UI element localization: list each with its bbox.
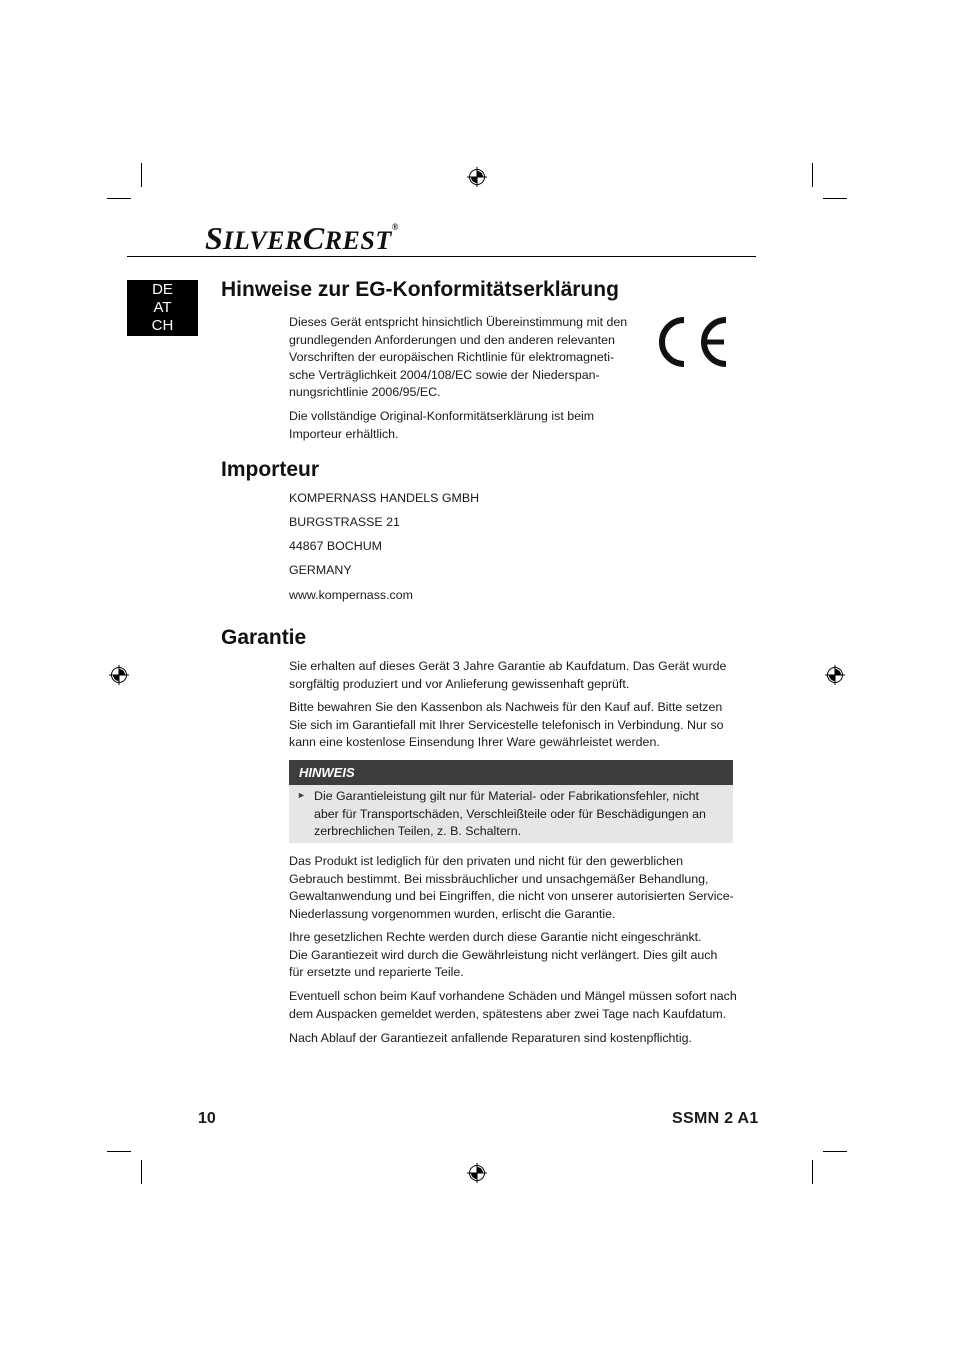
crop-mark	[141, 163, 142, 187]
registration-mark-icon	[109, 665, 129, 685]
warranty-text: sorgfältig produziert und vor Anlieferung gewissenhaft geprüft.	[289, 676, 630, 691]
warranty-text: Gebrauch bestimmt. Bei missbräuchlicher und unsachgemäßer Behandlung,	[289, 871, 709, 886]
note-text: aber für Transportschäden, Verschleißteile oder für Beschädigungen an	[314, 806, 706, 821]
crop-mark	[812, 1160, 813, 1184]
warranty-text: Niederlassung vorgenommen wurden, erlischt die Garantie.	[289, 906, 616, 921]
importer-website: www.kompernass.com	[289, 588, 413, 602]
warranty-text: Nach Ablauf der Garantiezeit anfallende Reparaturen sind kostenpflichtig.	[289, 1031, 692, 1045]
conformity-line: sche Verträglichkeit 2004/108/EC sowie der Niederspan-	[289, 367, 600, 382]
language-tab	[127, 280, 198, 336]
registration-mark-icon	[825, 665, 845, 685]
model-number: SSMN 2 A1	[672, 1110, 759, 1127]
warranty-text: Gewaltanwendung und bei Eingriffen, die nicht von unserer autorisierten Service-	[289, 889, 734, 903]
crop-mark	[141, 1160, 142, 1184]
warranty-text: Ihre gesetzlichen Rechte werden durch diese Garantie nicht eingeschränkt.	[289, 930, 702, 944]
warranty-text: Das Produkt ist lediglich für den privaten und nicht für den gewerblichen	[289, 854, 683, 868]
note-text: Die Garantieleistung gilt nur für Material- oder Fabrikationsfehler, nicht	[314, 789, 699, 803]
note-header: HINWEIS	[289, 760, 733, 785]
language-code-ch: CH	[151, 317, 174, 334]
warranty-text: Die Garantiezeit wird durch die Gewährleistung nicht verlängert. Dies gilt auch	[289, 947, 718, 962]
crop-mark	[812, 163, 813, 187]
warranty-text: Sie erhalten auf dieses Gerät 3 Jahre Garantie ab Kaufdatum. Das Gerät wurde	[289, 659, 727, 673]
registration-mark-icon	[467, 1163, 487, 1183]
language-code-de: DE	[152, 281, 173, 298]
warranty-heading: Garantie	[221, 626, 307, 649]
page-number: 10	[198, 1110, 216, 1127]
conformity-line: Vorschriften der europäischen Richtlinie für elektromagneti-	[289, 350, 615, 364]
header-divider	[127, 256, 756, 257]
warranty-text: Sie sich im Garantiefall mit Ihrer Servicestelle telefonisch in Verbindung. Nur so	[289, 717, 724, 732]
importer-country: GERMANY	[289, 563, 352, 577]
warranty-text: Eventuell schon beim Kauf vorhandene Schäden und Mängel müssen sofort nach	[289, 989, 737, 1003]
warranty-text: Bitte bewahren Sie den Kassenbon als Nachweis für den Kauf auf. Bitte setzen	[289, 700, 723, 714]
ce-mark-icon	[656, 316, 730, 368]
registration-mark-icon	[467, 167, 487, 187]
crop-mark	[107, 198, 131, 199]
crop-mark	[107, 1151, 131, 1152]
warranty-text: kann eine kostenlose Einsendung Ihrer Ware gewährleistet werden.	[289, 735, 660, 749]
importer-heading: Importeur	[221, 458, 320, 481]
conformity-line: Dieses Gerät entspricht hinsichtlich Übereinstimmung mit den	[289, 315, 628, 329]
conformity-line: nungsrichtlinie 2006/95/EC.	[289, 385, 441, 399]
note-text: zerbrechlichen Teilen, z. B. Schaltern.	[314, 824, 522, 838]
conformity-line: Importeur erhältlich.	[289, 426, 399, 441]
conformity-line: Die vollständige Original-Konformitätserklärung ist beim	[289, 409, 595, 423]
brand-logo: SILVERCREST®	[205, 220, 399, 256]
importer-city: 44867 BOCHUM	[289, 539, 382, 553]
warranty-text: dem Auspacken gemeldet werden, spätestens aber zwei Tage nach Kaufdatum.	[289, 1006, 727, 1021]
conformity-heading: Hinweise zur EG-Konformitätserklärung	[221, 278, 619, 301]
conformity-line: grundlegenden Anforderungen und den anderen relevanten	[289, 332, 615, 347]
crop-mark	[823, 1151, 847, 1152]
warranty-text: für ersetzte und reparierte Teile.	[289, 965, 464, 979]
crop-mark	[823, 198, 847, 199]
importer-street: BURGSTRASSE 21	[289, 515, 400, 529]
arrow-right-icon: ►	[297, 790, 306, 800]
language-code-at: AT	[153, 299, 172, 316]
importer-company: KOMPERNASS HANDELS GMBH	[289, 491, 480, 505]
